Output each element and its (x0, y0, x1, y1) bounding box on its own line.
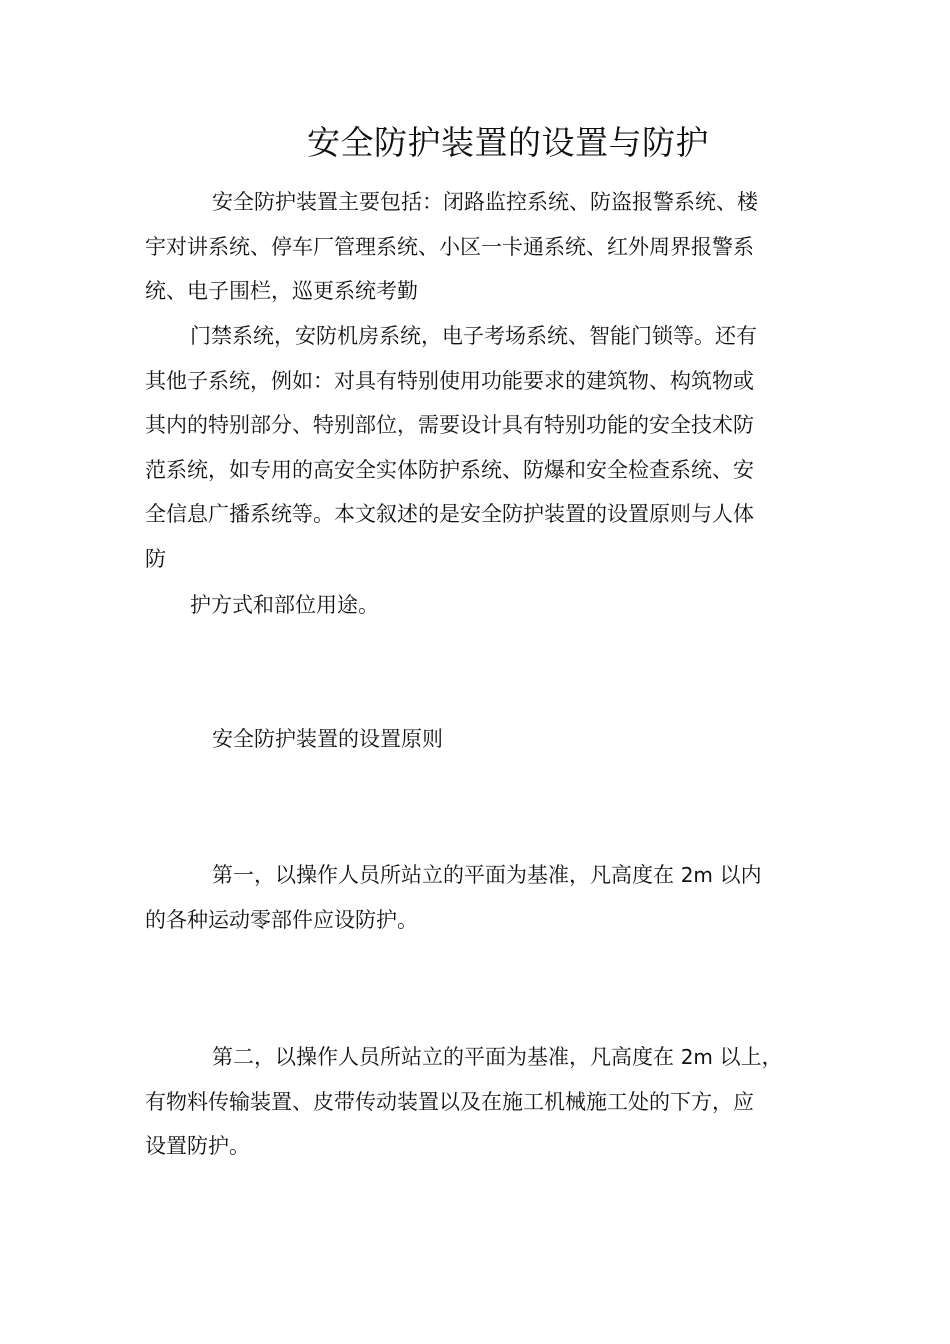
systems-line: 防 (145, 546, 166, 571)
rule-two-line: 有物料传输装置、皮带传动装置以及在施工机械施工处的下方，应 (145, 1089, 754, 1114)
continuation-paragraph (145, 583, 810, 628)
rule-two-text-before: 第二，以操作人员所站立的平面为基准，凡高度在 (212, 1045, 681, 1069)
systems-line: 范系统，如专用的高安全实体防护系统、防爆和安全检查系统、安 (145, 457, 754, 482)
rule-one-line (145, 853, 810, 898)
continuation-line: 护方式和部位用途。 (190, 593, 379, 617)
systems-line: 其内的特别部分、特别部位，需要设计具有特别功能的安全技术防 (145, 413, 754, 437)
rule-two-height-value: 2m (680, 1045, 713, 1069)
rule-one-paragraph (145, 853, 810, 942)
intro-line: 安全防护装置主要包括：闭路监控系统、防盗报警系统、楼 (212, 190, 758, 214)
rule-one-height-value: 2m (680, 863, 713, 887)
intro-line: 统、电子围栏，巡更系统考勤 (145, 279, 418, 303)
document-title: 安全防护装置的设置与防护 (307, 123, 709, 162)
rule-one-line: 的各种运动零部件应设防护。 (145, 907, 418, 932)
rule-one-text-before: 第一，以操作人员所站立的平面为基准，凡高度在 (212, 863, 681, 887)
section-heading-text: 安全防护装置的设置原则 (212, 727, 443, 751)
rule-two-paragraph (145, 1035, 810, 1169)
rule-two-line: 设置防护。 (145, 1134, 250, 1158)
rule-one-text-after: 以内 (712, 863, 762, 887)
systems-paragraph (145, 314, 810, 581)
intro-paragraph (145, 180, 810, 314)
rule-two-line (145, 1035, 810, 1080)
rule-two-text-after: 以上， (712, 1045, 783, 1069)
systems-line: 其他子系统，例如：对具有特别使用功能要求的建筑物、构筑物或 (145, 368, 754, 393)
intro-line: 宇对讲系统、停车厂管理系统、小区一卡通系统、红外周界报警系 (145, 234, 754, 259)
section-heading (145, 717, 810, 762)
systems-line: 门禁系统，安防机房系统，电子考场系统、智能门锁等。还有 (190, 324, 757, 348)
systems-line: 全信息广播系统等。本文叙述的是安全防护装置的设置原则与人体 (145, 502, 754, 526)
